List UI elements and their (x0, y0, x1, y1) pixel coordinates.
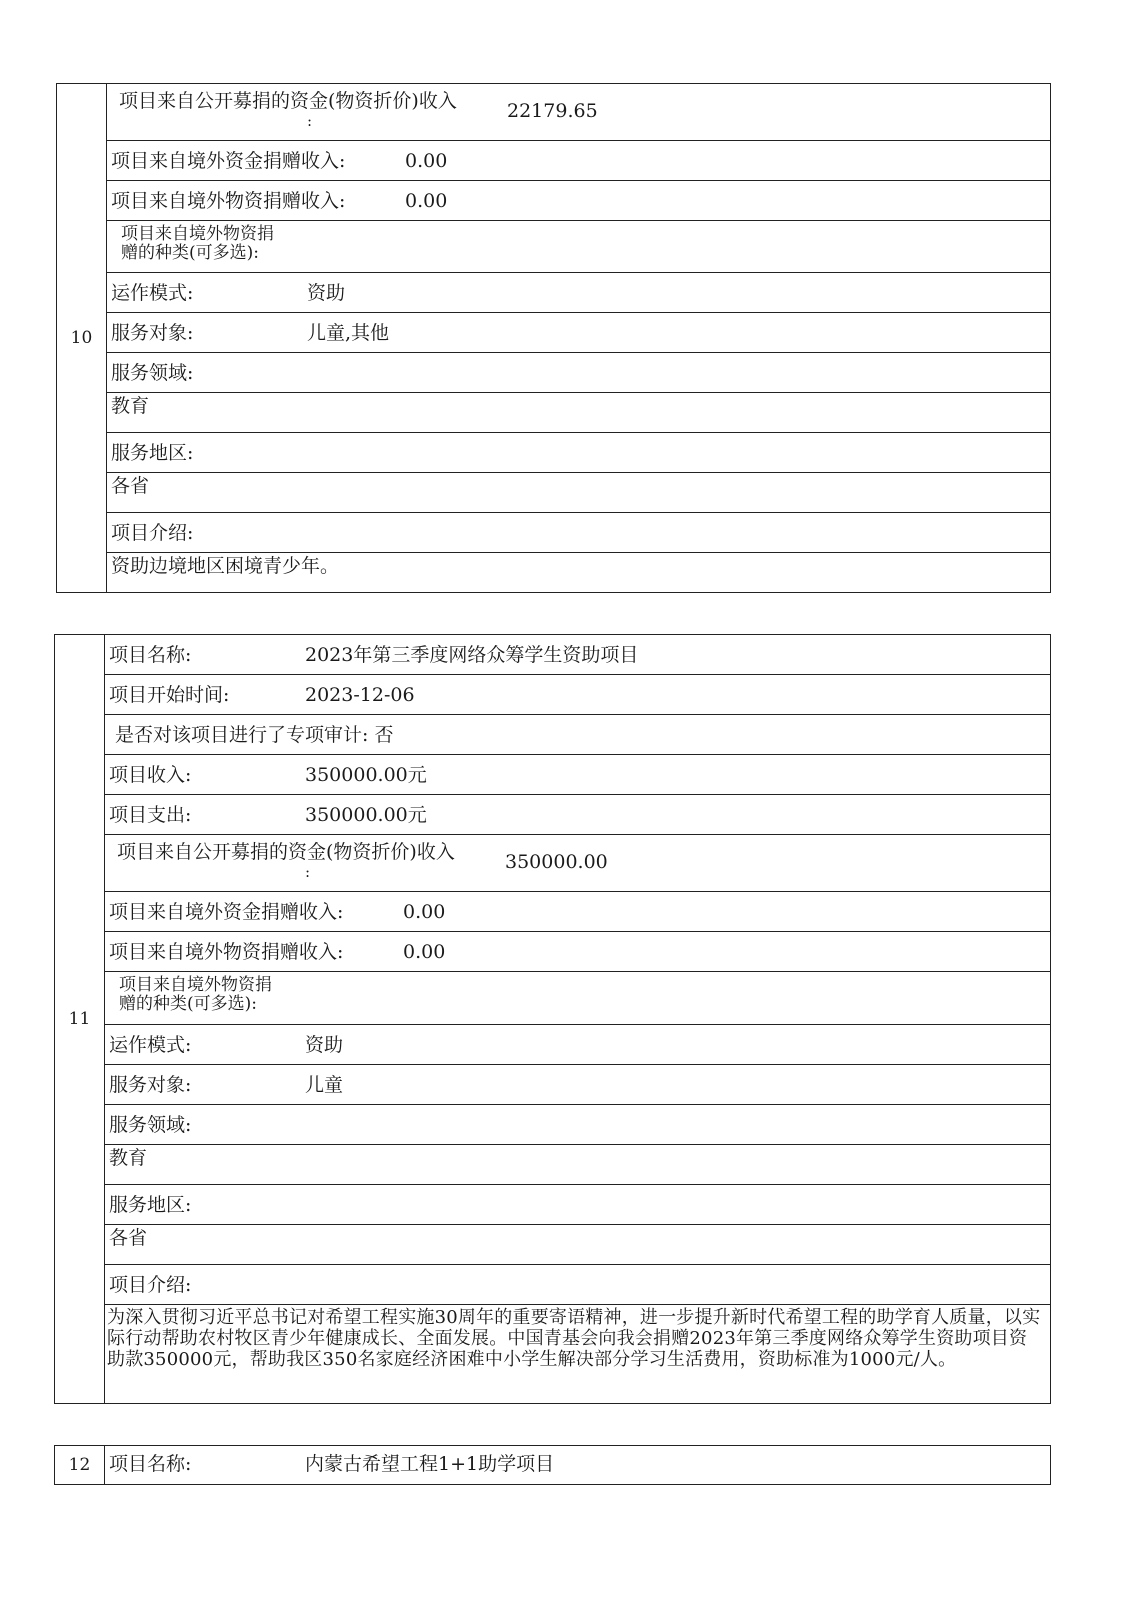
field-label: 服务领域: (109, 1114, 192, 1136)
project-start-row (105, 675, 1050, 715)
field-label-colon: : (307, 112, 313, 130)
project-block-12 (54, 1445, 1051, 1485)
service-field-value-row (107, 393, 1050, 433)
field-label-colon: : (305, 863, 311, 881)
field-value: 2023-12-06 (305, 684, 415, 706)
field-value: 2023年第三季度网络众筹学生资助项目 (305, 644, 639, 666)
field-label: 项目介绍: (109, 1274, 192, 1296)
field-label: 服务对象: (111, 322, 194, 344)
field-value: 为深入贯彻习近平总书记对希望工程实施30周年的重要寄语精神，进一步提升新时代希望工程的助学育人质量，以实际行动帮助农村牧区青少年健康成长、全面发展。中国青基会向我会捐赠2023年第三季度网络众筹学生资助项目资助款350000元，帮助我区350名家庭经济困难中小学生解决部分学习生活费用，资助标准为1000元/人。 (107, 1307, 1041, 1370)
field-value: 各省 (109, 1227, 148, 1249)
field-label (119, 976, 272, 1014)
field-label: 项目来自境外资金捐赠收入: (111, 150, 346, 172)
field-label-line1: 项目来自境外物资捐 (121, 224, 274, 244)
field-label: 运作模式: (109, 1034, 192, 1056)
field-value: 儿童 (305, 1074, 344, 1096)
foreign-goods-income-row (105, 932, 1050, 972)
field-value: 资助边境地区困境青少年。 (111, 555, 340, 577)
operation-mode-row (107, 273, 1050, 313)
project-block-11 (54, 634, 1051, 1404)
foreign-fund-income-row (105, 892, 1050, 932)
field-label: 服务地区: (109, 1194, 192, 1216)
field-label: 项目来自公开募捐的资金(物资折价)收入 (117, 841, 455, 863)
field-value: 0.00 (405, 150, 448, 172)
service-field-label-row (105, 1105, 1050, 1145)
field-value: 资助 (307, 282, 346, 304)
field-label-line1: 项目来自境外物资捐 (119, 975, 272, 995)
field-value: 儿童,其他 (307, 322, 390, 344)
service-region-value-row (105, 1225, 1050, 1265)
special-audit-row (105, 715, 1050, 755)
field-value: 教育 (111, 395, 150, 417)
field-label: 项目来自境外资金捐赠收入: (109, 901, 344, 923)
project-name-row (105, 635, 1050, 675)
field-label: 运作模式: (111, 282, 194, 304)
row-number: 11 (55, 635, 105, 1403)
foreign-fund-income-row (107, 141, 1050, 181)
field-label-line2: 赠的种类(可多选): (119, 994, 257, 1014)
service-target-row (105, 1065, 1050, 1105)
field-text: 是否对该项目进行了专项审计: 否 (115, 724, 394, 746)
project-intro-label-row (107, 513, 1050, 553)
field-label: 服务领域: (111, 362, 194, 384)
field-label: 服务对象: (109, 1074, 192, 1096)
field-value: 教育 (109, 1147, 148, 1169)
project-intro-label-row (105, 1265, 1050, 1305)
field-label: 项目介绍: (111, 522, 194, 544)
field-label: 项目开始时间: (109, 684, 230, 706)
field-value: 0.00 (403, 901, 446, 923)
project-name-row (105, 1446, 1050, 1483)
field-value: 0.00 (403, 941, 446, 963)
field-value: 资助 (305, 1034, 344, 1056)
service-field-value-row (105, 1145, 1050, 1185)
field-label: 项目来自境外物资捐赠收入: (111, 190, 346, 212)
field-label: 项目名称: (109, 644, 192, 666)
field-label: 项目来自境外物资捐赠收入: (109, 941, 344, 963)
field-value: 350000.00元 (305, 764, 427, 786)
service-region-value-row (107, 473, 1050, 513)
field-label (121, 225, 274, 263)
field-label: 项目收入: (109, 764, 192, 786)
field-value: 0.00 (405, 190, 448, 212)
field-value: 22179.65 (507, 100, 598, 122)
operation-mode-row (105, 1025, 1050, 1065)
project-expense-row (105, 795, 1050, 835)
field-label-line2: 赠的种类(可多选): (121, 243, 259, 263)
service-field-label-row (107, 353, 1050, 393)
field-label: 项目来自公开募捐的资金(物资折价)收入 (119, 90, 457, 112)
project-intro-value-row (105, 1305, 1050, 1402)
project-intro-value-row (107, 553, 1050, 591)
project-block-10 (56, 83, 1051, 593)
service-target-row (107, 313, 1050, 353)
field-label: 服务地区: (111, 442, 194, 464)
field-value: 350000.00元 (305, 804, 427, 826)
foreign-goods-type-row (105, 972, 1050, 1025)
project-income-row (105, 755, 1050, 795)
public-fundraising-income-row (105, 835, 1050, 892)
field-value: 内蒙古希望工程1+1助学项目 (305, 1453, 555, 1475)
foreign-goods-income-row (107, 181, 1050, 221)
public-fundraising-income-row (107, 84, 1050, 141)
field-value: 350000.00 (505, 851, 608, 873)
service-region-label-row (105, 1185, 1050, 1225)
field-label: 项目支出: (109, 804, 192, 826)
row-number: 10 (57, 84, 107, 592)
field-value: 各省 (111, 475, 150, 497)
row-number: 12 (55, 1446, 105, 1484)
field-label: 项目名称: (109, 1453, 192, 1475)
foreign-goods-type-row (107, 221, 1050, 273)
service-region-label-row (107, 433, 1050, 473)
